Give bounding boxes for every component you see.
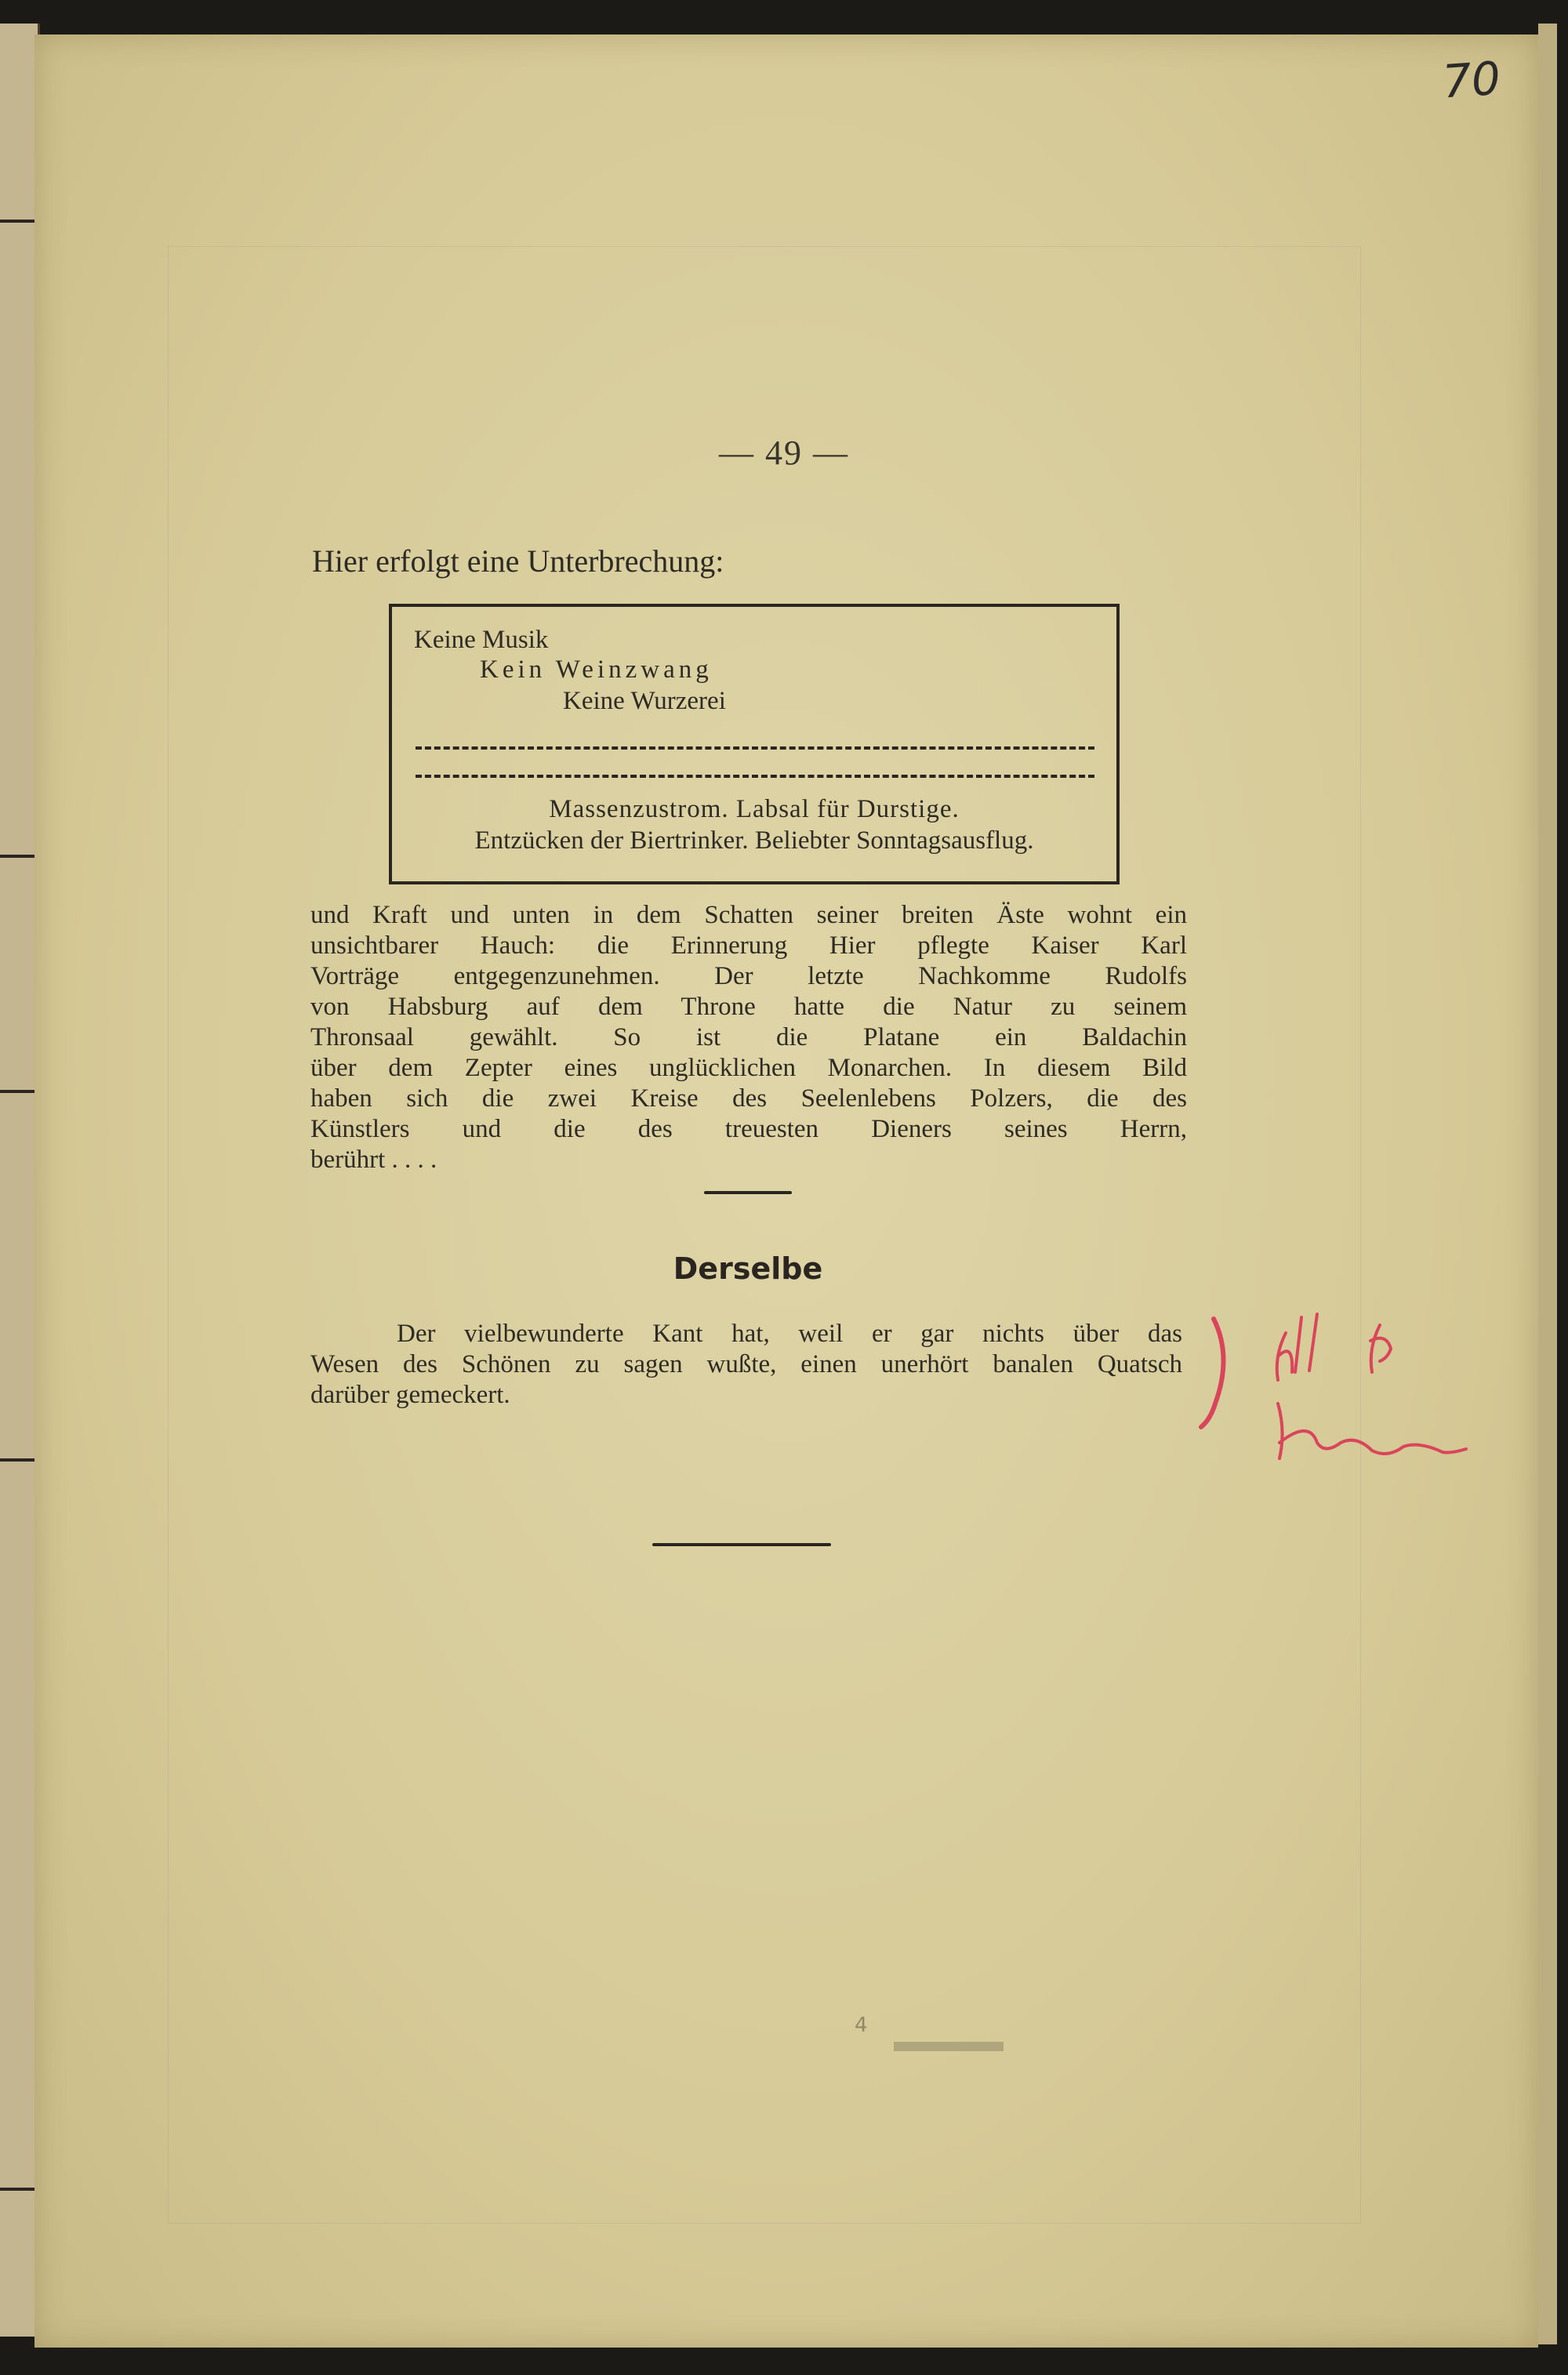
boxed-notice	[389, 604, 1120, 884]
text-line: Künstlers und die des treuesten Dieners seines Herrn,	[310, 1115, 1187, 1143]
notice-line: Kein Weinzwang	[480, 655, 713, 684]
text-line: Der vielbewunderte Kant hat, weil er gar nichts über das	[397, 1320, 1182, 1348]
intro-text: Hier erfolgt eine Unterbrechung:	[312, 543, 724, 579]
spine-mark	[0, 2188, 34, 2191]
spine-mark	[0, 220, 34, 223]
spine-mark	[0, 855, 34, 858]
text-line: Wesen des Schönen zu sagen wußte, einen unerhört banalen Quatsch	[310, 1350, 1182, 1378]
manuscript-number: 70	[1440, 51, 1503, 109]
spine-mark	[0, 1090, 34, 1093]
section-rule	[704, 1191, 792, 1194]
dashed-divider	[416, 746, 1094, 750]
notice-line: Massenzustrom. Labsal für Durstige.	[549, 795, 960, 823]
notice-line: Keine Musik	[414, 626, 549, 654]
text-line: unsichtbarer Hauch: die Erinnerung Hier pflegte Kaiser Karl	[310, 931, 1187, 960]
text-line: darüber gemeckert.	[310, 1381, 510, 1409]
dashed-divider	[416, 775, 1094, 778]
notice-line: Entzücken der Biertrinker. Beliebter Sonntagsausflug.	[474, 826, 1034, 855]
text-line: von Habsburg auf dem Throne hatte die Natur zu seinem	[310, 993, 1187, 1021]
page-number: — 49 —	[719, 434, 849, 472]
faded-stamp: 4	[855, 2014, 869, 2037]
text-line: über dem Zepter eines unglücklichen Monarchen. In diesem Bild	[310, 1054, 1187, 1082]
spine-mark	[0, 1458, 34, 1462]
text-line: Vorträge entgegenzunehmen. Der letzte Nachkomme Rudolfs	[310, 962, 1187, 990]
notice-line: Keine Wurzerei	[563, 687, 726, 715]
body-paragraph-2	[310, 1319, 1182, 1411]
text-line: berührt . . . .	[310, 1146, 437, 1174]
faded-stamp-mark	[894, 2042, 1004, 2051]
section-heading: Derselbe	[673, 1251, 823, 1286]
body-paragraph	[310, 900, 1187, 1175]
text-line: und Kraft und unten in dem Schatten seiner breiten Äste wohnt ein	[310, 901, 1187, 929]
handwritten-annotation	[1192, 1286, 1490, 1474]
section-rule	[652, 1543, 831, 1546]
text-line: Thronsaal gewählt. So ist die Platane ein Baldachin	[310, 1023, 1187, 1051]
page-edge	[1538, 24, 1557, 2344]
text-line: haben sich die zwei Kreise des Seelenlebens Polzers, die des	[310, 1084, 1187, 1113]
